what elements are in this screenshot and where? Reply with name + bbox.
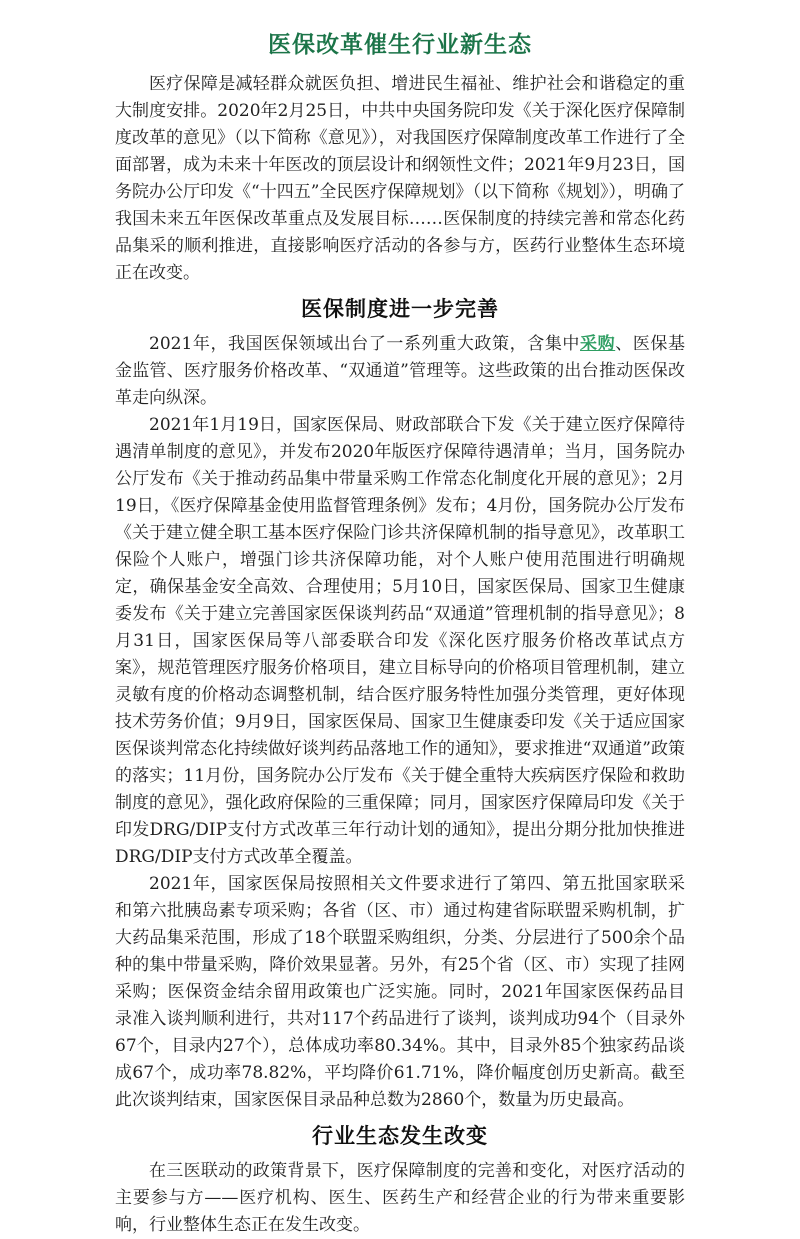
section1-paragraph-2: 2021年1月19日，国家医保局、财政部联合下发《关于建立医疗保障待遇清单制度的意见》，并发布2020年版医疗保障待遇清单；当月，国务院办公厅发布《关于推动药品集中带量采购工作常态化制度化开展的意见》；2月19日，《医疗保障基金使用监督管理条例》发布；4月份，国务院办公厅发布《关于建立健全职工基本医疗保险门诊共济保障机制的指导意见》，改革职工保险个人账户，增强门诊共济保障功能，对个人账户使用范围进行明确规定，确保基金安全高效、合理使用；5月10日，国家医保局、国家卫生健康委发布《关于建立完善国家医保谈判药品“双通道”管理机制的指导意见》；8月31日，国家医保局等八部委联合印发《深化医疗服务价格改革试点方案》，规范管理医疗服务价格项目，建立目标导向的价格项目管理机制，建立灵敏有度的价格动态调整机制，结合医疗服务特性加强分类管理，更好体现技术劳务价值；9月9日，国家医保局、国家卫生健康委印发《关于适应国家医保谈判常态化持续做好谈判药品落地工作的通知》，要求推进“双通道”政策的落实；11月份，国务院办公厅发布《关于健全重特大疾病医疗保险和救助制度的意见》，强化政府保险的三重保障；同月，国家医疗保障局印发《关于印发DRG/DIP支付方式改革三年行动计划的通知》，提出分期分批加快推进DRG/DIP支付方式改革全覆盖。 xyxy=(115,415,685,867)
section1-paragraph-1 xyxy=(115,331,685,412)
page-title: 医保改革催生行业新生态 xyxy=(268,31,532,58)
section1-paragraph-3: 2021年，国家医保局按照相关文件要求进行了第四、第五批国家联采和第六批胰岛素专项采购；各省（区、市）通过构建省际联盟采购机制，扩大药品集采范围，形成了18个联盟采购组织，分类、分层进行了500余个品种的集中带量采购，降价效果显著。另外，有25个省（区、市）实现了挂网采购；医保资金结余留用政策也广泛实施。同时，2021年国家医保药品目录准入谈判顺利进行，共对117个药品进行了谈判，谈判成功94个（目录外67个，目录内27个），总体成功率80.34%。其中，目录外85个独家药品谈成67个，成功率78.82%，平均降价61.71%，降价幅度创历史新高。截至此次谈判结束，国家医保目录品种总数为2860个，数量为历史最高。 xyxy=(115,874,685,1110)
caigou-procurement-link[interactable]: 采购 xyxy=(580,334,616,354)
section2-paragraph-1: 在三医联动的政策背景下，医疗保障制度的完善和变化，对医疗活动的主要参与方——医疗机构、医生、医药生产和经营企业的行为带来重要影响，行业整体生态正在发生改变。 xyxy=(115,1161,685,1235)
section-heading-medical-insurance-system: 医保制度进一步完善 xyxy=(301,296,499,321)
section1-paragraph-1-before-link: 2021年，我国医保领域出台了一系列重大政策，含集中 xyxy=(149,334,581,354)
intro-paragraph: 医疗保障是减轻群众就医负担、增进民生福祉、维护社会和谐稳定的重大制度安排。2020年2月25日，中共中央国务院印发《关于深化医疗保障制度改革的意见》（以下简称《意见》），对我国医疗保障制度改革工作进行了全面部署，成为未来十年医改的顶层设计和纲领性文件；2021年9月23日，国务院办公厅印发《“十四五”全民医疗保障规划》（以下简称《规划》），明确了我国未来五年医保改革重点及发展目标……医保制度的持续完善和常态化药品集采的顺利推进，直接影响医疗活动的各参与方，医药行业整体生态环境正在改变。 xyxy=(115,74,685,283)
section-heading-industry-ecology: 行业生态发生改变 xyxy=(312,1123,488,1148)
section1-paragraph-1-after-link: 、医保基金监管、医疗服务价格改革、“双通道”管理等。这些政策的出台推动医保改革走向纵深。 xyxy=(115,334,686,408)
